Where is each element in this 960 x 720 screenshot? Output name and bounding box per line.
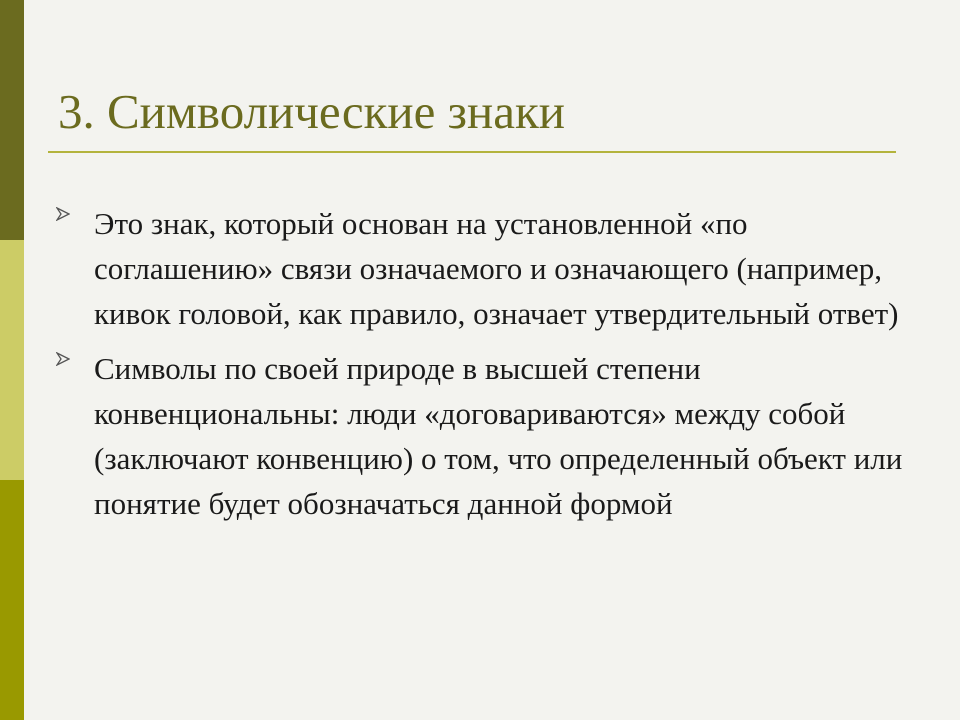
slide-title: 3. Символические знаки — [58, 84, 565, 139]
bullet-item — [56, 201, 916, 336]
decorative-stripe-middle — [0, 240, 24, 480]
bullet-item — [56, 346, 916, 526]
bullet-text: Это знак, который основан на установленной «по соглашению» связи означаемого и означающего (например, кивок головой, как правило, означает утвердительный ответ) — [94, 206, 899, 331]
bullet-text: Символы по своей природе в высшей степени конвенциональны: люди «договариваются» между собой (заключают конвенцию) о том, что определенный объект или понятие будет обозначаться данной формой — [94, 351, 903, 521]
decorative-stripe-top — [0, 0, 24, 240]
title-underline — [48, 151, 896, 153]
arrowhead-bullet-icon — [56, 207, 70, 221]
arrowhead-bullet-icon — [56, 352, 70, 366]
decorative-stripe-bottom — [0, 480, 24, 720]
bullet-list — [56, 201, 916, 536]
